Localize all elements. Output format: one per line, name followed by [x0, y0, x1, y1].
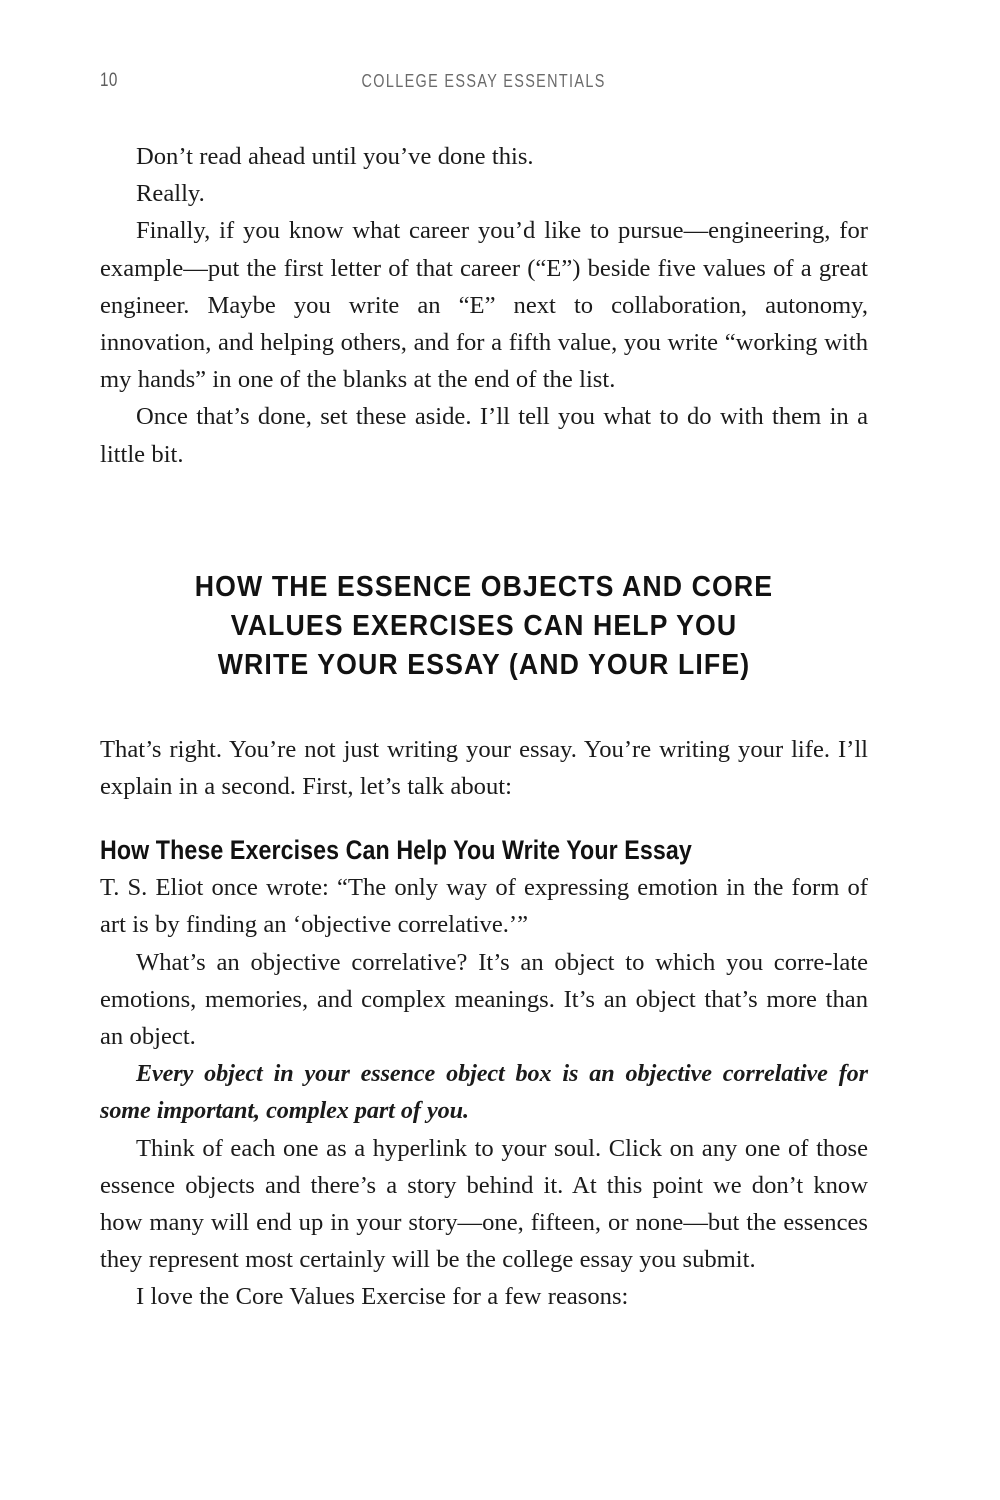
paragraph-finally-career: Finally, if you know what career you’d like to pursue—engineering, for example—put the first letter of that career (“E”) beside five values of a great engineer. Maybe you write an “E” next to collaboration, autonomy, innovation, and helping others, and for a fifth value, you write “working with my hands” in one of the blanks at the end of the list. — [100, 217, 868, 394]
page-number: 10 — [100, 70, 118, 91]
paragraph-hyperlink-to-your-soul: Think of each one as a hyperlink to your soul. Click on any one of those essence objects and there’s a story behind it. At this point we don’t know how many will end up in your story—one, fifteen, or none—but the essences they represent most certainly will be the college essay you submit. — [100, 1134, 868, 1274]
paragraph-really: Really. — [136, 180, 205, 208]
running-head-title-text: COLLEGE ESSAY ESSENTIALS — [361, 71, 607, 91]
section-title — [100, 568, 868, 685]
paragraph-thats-right: That’s right. You’re not just writing your essay. You’re writing your life. I’ll explain in a second. First, let’s talk about: — [100, 735, 868, 801]
running-head-title — [100, 68, 868, 94]
paragraph-dont-read-ahead: Don’t read ahead until you’ve done this. — [136, 143, 534, 170]
text-column — [100, 138, 868, 1316]
spacer-before-section-title — [100, 473, 868, 568]
spacer-after-section-title — [100, 685, 868, 731]
paragraph-objective-correlative: What’s an objective correlative? It’s an object to which you corre-late emotions, memories, and complex meanings. It’s an object that’s more than an object. — [100, 948, 868, 1051]
running-header — [100, 68, 868, 98]
paragraph-ts-eliot: T. S. Eliot once wrote: “The only way of expressing emotion in the form of art is by finding an ‘objective correlative.’” — [100, 874, 868, 939]
spacer-before-subheading — [100, 805, 868, 833]
subsection-title — [100, 833, 868, 867]
section-title-line-3: WRITE YOUR ESSAY (AND YOUR LIFE) — [217, 648, 751, 681]
subsection-title-text: How These Exercises Can Help You Write Your Essay — [100, 835, 692, 866]
paragraph-once-thats-done: Once that’s done, set these aside. I’ll tell you what to do with them in a little bit. — [100, 403, 868, 468]
paragraph-i-love-core-values: I love the Core Values Exercise for a few reasons: — [136, 1283, 629, 1311]
section-title-line-2: VALUES EXERCISES CAN HELP YOU — [230, 609, 738, 642]
paragraph-emphasis-every-object: Every object in your essence object box is an objective correlative for some important, complex part of you. — [100, 1060, 868, 1125]
section-title-line-1: HOW THE ESSENCE OBJECTS AND CORE — [194, 570, 774, 603]
